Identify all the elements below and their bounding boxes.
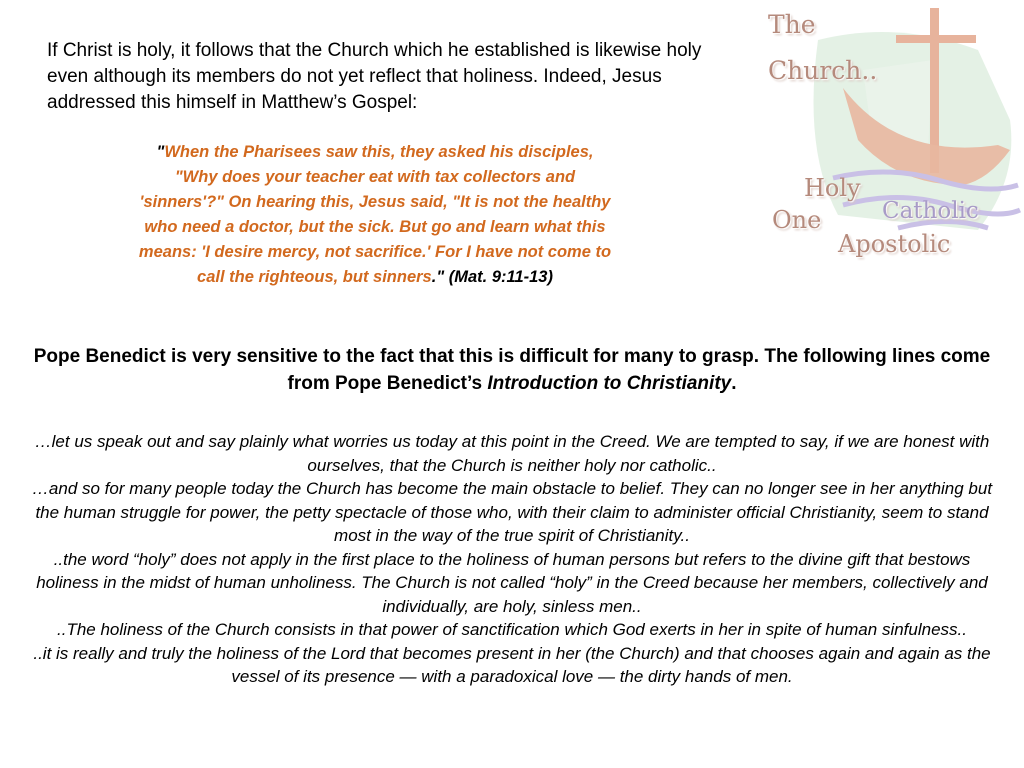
logo-title-church: Church.. <box>768 56 878 85</box>
quote-line: ..it is really and truly the holiness of the Lord that becomes present in her (the Church) and that chooses again and again as the vessel of its presence — with a paradoxical love — the dirty hands of men. <box>33 643 991 686</box>
scripture-quote <box>135 140 615 290</box>
pope-text-before: Pope Benedict is very sensitive to the fact that this is difficult for many to grasp. The following lines come from Pope Benedict’s <box>33 346 991 394</box>
scripture-open-quote: " <box>156 143 165 161</box>
intro-paragraph: If Christ is holy, it follows that the Church which he established is likewise holy even although its members do not yet reflect that holiness. Indeed, Jesus addressed this himself in Matthew’s Gospel: <box>47 40 702 113</box>
logo-word-catholic: Catholic <box>882 198 979 224</box>
logo-word-holy: Holy <box>804 174 861 202</box>
pope-benedict-paragraph <box>30 343 994 397</box>
pope-text-after: . <box>731 373 737 394</box>
quote-line: …and so for many people today the Church has become the main obstacle to belief. They can no longer see in her anything but the human struggle for power, the petty spectacle of those who, with their claim to administer official Christianity, seem to stand most in the way of the true spirit of Christianity.. <box>31 479 993 545</box>
scripture-citation: ." (Mat. 9:11-13) <box>431 268 553 286</box>
quote-line: …let us speak out and say plainly what worries us today at this point in the Creed. We are tempted to say, if we are honest with ourselves, that the Church is neither holy nor catholic.. <box>34 432 990 475</box>
logo-word-apostolic: Apostolic <box>838 230 951 258</box>
quote-line: ..the word “holy” does not apply in the first place to the holiness of human persons but refers to the divine gift that bestows holiness in the midst of human unholiness. The Church is not called “holy” in the Creed because her members, collectively and individually, are holy, sinless men.. <box>36 549 988 616</box>
church-logo <box>748 0 1024 270</box>
logo-title-the: The <box>768 10 816 39</box>
logo-word-one: One <box>772 206 822 234</box>
scripture-passage: When the Pharisees saw this, they asked his disciples, "Why does your teacher eat with tax collectors and 'sinners'?" On hearing this, Jesus said, "It is not the healthy who need a doctor, but the sick. But go and learn what this means: 'I desire mercy, not sacrifice.' For I have not come to call the righteous, but sinners <box>138 143 612 286</box>
quote-line: ..The holiness of the Church consists in that power of sanctification which God exerts in her in spite of human sinfulness.. <box>57 620 967 639</box>
benedict-quotes <box>28 430 996 689</box>
book-title: Introduction to Christianity <box>487 373 732 394</box>
